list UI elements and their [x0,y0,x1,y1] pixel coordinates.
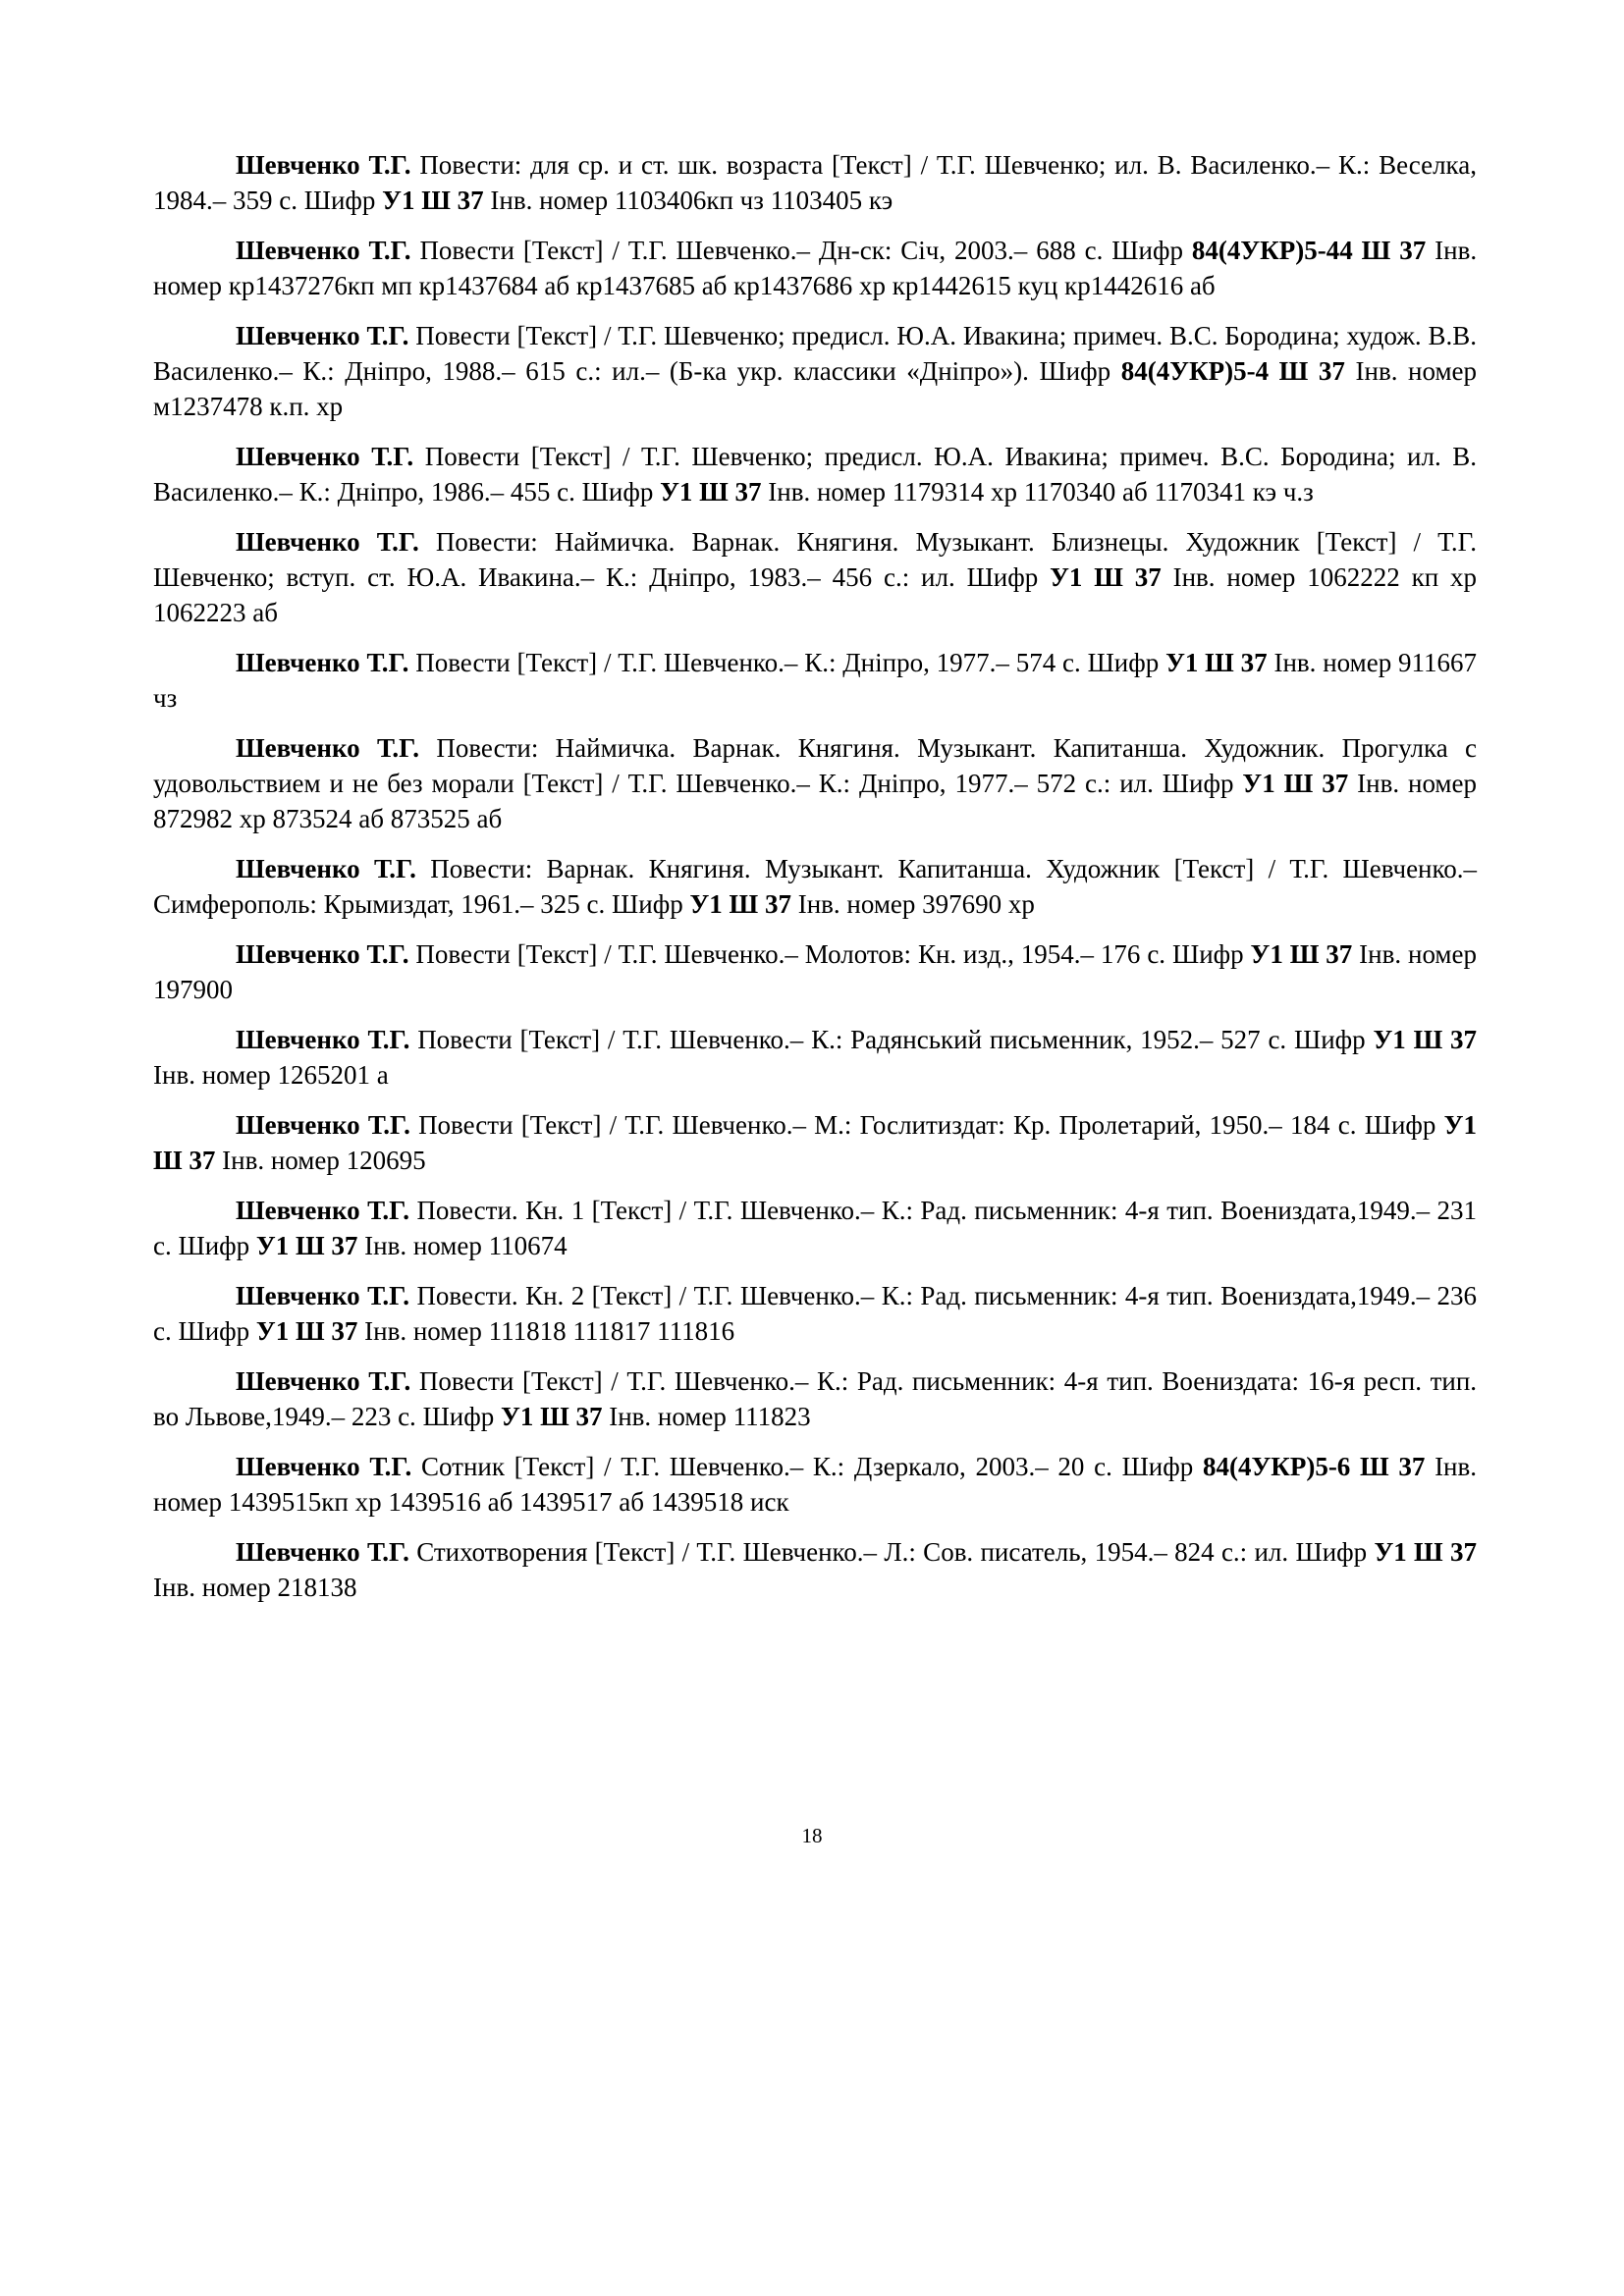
entry-shifr-label: Шифр [1295,1537,1368,1567]
entry-inv: 1439515кп хр 1439516 аб 1439517 аб 1439518 иск [228,1487,789,1517]
entry-inv-label: Інв. номер [1273,648,1392,677]
bibliography-entry [153,233,1477,303]
bibliography-entry [153,318,1477,424]
entry-shifr-label: Шифр [1087,648,1160,677]
entry-description: Повести [Текст] / Т.Г. Шевченко.– М.: Гослитиздат: Кр. Пролетарий, 1950.– 184 с. [418,1110,1357,1140]
entry-shifr-label: Шифр [178,1316,250,1346]
bibliography-entry [153,851,1477,922]
bibliography-list [153,147,1477,1620]
entry-inv: 1062222 кп хр 1062223 аб [153,562,1477,627]
bibliography-entry [153,439,1477,509]
entry-shifr-label: Шифр [1162,769,1234,798]
entry-author: Шевченко Т.Г. [236,150,411,180]
entry-shifr-label: Шифр [1121,1452,1194,1481]
entry-inv: 120695 [346,1146,426,1175]
entry-inv-label: Інв. номер [797,889,916,919]
bibliography-entry [153,936,1477,1007]
entry-author: Шевченко Т.Г. [236,442,414,471]
bibliography-entry [153,730,1477,836]
entry-inv-label: Інв. номер [1357,769,1478,798]
entry-description: Повести [Текст] / Т.Г. Шевченко; предисл. Ю.А. Ивакина; примеч. В.С. Бородина; ил. В. Василенко.– К.: Дніпро, 1986.– 455 с. [153,442,1478,507]
entry-inv: м1237478 к.п. хр [153,392,344,421]
entry-inv-label: Інв. номер [222,1146,340,1175]
entry-inv: 111818 111817 111816 [488,1316,735,1346]
entry-description: Повести. Кн. 1 [Текст] / Т.Г. Шевченко.– К.: Рад. письменник: 4-я тип. Воениздата,1949.– 231 с. [153,1196,1478,1260]
entry-description: Повести [Текст] / Т.Г. Шевченко; предисл. Ю.А. Ивакина; примеч. В.С. Бородина; худож. В.В. Василенко.– К.: Дніпро, 1988.– 615 с.: ил.– (Б-ка укр. классики «Дніпро»). [153,321,1477,386]
entry-description: Повести [Текст] / Т.Г. Шевченко.– К.: Дніпро, 1977.– 574 с. [415,648,1081,677]
entry-shifr-label: Шифр [1171,939,1244,969]
bibliography-entry [153,1363,1477,1434]
bibliography-entry [153,524,1477,630]
entry-author: Шевченко Т.Г. [236,1366,411,1396]
entry-author: Шевченко Т.Г. [236,236,411,265]
entry-description: Повести [Текст] / Т.Г. Шевченко.– К.: Радянський письменник, 1952.– 527 с. [417,1025,1287,1054]
entry-inv-label: Інв. номер [364,1316,482,1346]
entry-shifr: У1 Ш 37 [1373,1025,1478,1054]
entry-inv: 1179314 хр 1170340 аб 1170341 кэ ч.з [892,477,1314,507]
bibliography-entry [153,645,1477,716]
bibliography-entry [153,1107,1477,1178]
bibliography-entry [153,1278,1477,1349]
entry-author: Шевченко Т.Г. [236,321,409,350]
entry-shifr: У1 Ш 37 [1050,562,1162,592]
entry-inv: 911667 чз [153,648,1478,713]
entry-shifr: У1 Ш 37 [1250,939,1353,969]
entry-inv: 111823 [732,1402,811,1431]
entry-shifr: 84(4УКР)5-4 Ш 37 [1120,356,1345,386]
page-number: 18 [801,1824,823,1847]
entry-author: Шевченко Т.Г. [236,527,419,557]
entry-description: Повести: Наймичка. Варнак. Княгиня. Музыкант. Близнецы. Художник [Текст] / Т.Г. Шевченко; вступ. ст. Ю.А. Ивакина.– К.: Дніпро, 1983.– 456 с.: ил. [153,527,1477,592]
entry-author: Шевченко Т.Г. [236,1452,412,1481]
entry-shifr-label: Шифр [1293,1025,1366,1054]
entry-inv-label: Інв. номер [490,186,609,215]
entry-inv: 218138 [277,1573,357,1602]
entry-shifr: У1 Ш 37 [153,1110,1477,1175]
entry-description: Повести [Текст] / Т.Г. Шевченко.– Молотов: Кн. изд., 1954.– 176 с. [415,939,1166,969]
bibliography-entry [153,1193,1477,1263]
entry-shifr-label: Шифр [581,477,654,507]
entry-inv-label: Інв. номер [1359,939,1478,969]
entry-description: Повести: для ср. и ст. шк. возраста [Текст] / Т.Г. Шевченко; ил. В. Василенко.– К.: Веселка, 1984.– 359 с. [153,150,1477,215]
entry-shifr: У1 Ш 37 [1165,648,1268,677]
entry-inv: 1265201 а [277,1060,389,1090]
entry-shifr: У1 Ш 37 [660,477,762,507]
entry-shifr-label: Шифр [422,1402,495,1431]
entry-shifr: У1 Ш 37 [255,1316,358,1346]
entry-author: Шевченко Т.Г. [236,1196,410,1225]
entry-shifr: У1 Ш 37 [501,1402,603,1431]
entry-inv-label: Інв. номер [153,236,1478,300]
entry-shifr-label: Шифр [178,1231,250,1260]
entry-description: Сотник [Текст] / Т.Г. Шевченко.– К.: Дзеркало, 2003.– 20 с. [421,1452,1112,1481]
entry-shifr: У1 Ш 37 [1374,1537,1477,1567]
entry-description: Повести [Текст] / Т.Г. Шевченко.– К.: Рад. письменник: 4-я тип. Воениздата: 16-я респ. тип. во Львове,1949.– 223 с. [153,1366,1478,1431]
entry-inv: 110674 [488,1231,568,1260]
bibliography-entry [153,1022,1477,1093]
entry-inv-label: Інв. номер [1172,562,1296,592]
entry-shifr: У1 Ш 37 [1242,769,1349,798]
entry-inv-label: Інв. номер [153,1452,1478,1517]
entry-inv-label: Інв. номер [364,1231,482,1260]
entry-shifr-label: Шифр [1111,236,1183,265]
entry-author: Шевченко Т.Г. [236,1025,410,1054]
entry-shifr-label: Шифр [612,889,683,919]
entry-description: Повести: Варнак. Княгиня. Музыкант. Капитанша. Художник [Текст] / Т.Г. Шевченко.– Симферополь: Крымиздат, 1961.– 325 с. [153,854,1478,919]
entry-inv: кр1437276кп мп кр1437684 аб кр1437685 аб кр1437686 хр кр1442615 куц кр1442616 аб [228,271,1216,300]
entry-description: Повести [Текст] / Т.Г. Шевченко.– Дн-ск: Січ, 2003.– 688 с. [419,236,1104,265]
entry-author: Шевченко Т.Г. [236,733,419,763]
entry-description: Повести: Наймичка. Варнак. Княгиня. Музыкант. Капитанша. Художник. Прогулка с удовольствием и не без морали [Текст] / Т.Г. Шевченко.– К.: Дніпро, 1977.– 572 с.: ил. [153,733,1478,798]
entry-inv-label: Інв. номер [153,1060,271,1090]
entry-inv: 1103406кп чз 1103405 кэ [614,186,893,215]
entry-shifr-label: Шифр [303,186,376,215]
entry-shifr-label: Шифр [1039,356,1111,386]
bibliography-entry [153,1449,1477,1520]
entry-inv-label: Інв. номер [153,1573,271,1602]
entry-shifr-label: Шифр [1364,1110,1436,1140]
entry-author: Шевченко Т.Г. [236,1110,410,1140]
entry-author: Шевченко Т.Г. [236,1281,410,1310]
bibliography-entry [153,147,1477,218]
entry-shifr-label: Шифр [966,562,1039,592]
bibliography-entry [153,1534,1477,1605]
entry-description: Повести. Кн. 2 [Текст] / Т.Г. Шевченко.– К.: Рад. письменник: 4-я тип. Воениздата,1949.– 236 с. [153,1281,1478,1346]
entry-inv: 197900 [153,975,233,1004]
entry-shifr: У1 Ш 37 [255,1231,358,1260]
entry-inv-label: Інв. номер [609,1402,727,1431]
entry-inv: 872982 хр 873524 аб 873525 аб [153,804,503,833]
entry-author: Шевченко Т.Г. [236,939,409,969]
entry-shifr: 84(4УКР)5-44 Ш 37 [1191,236,1427,265]
entry-author: Шевченко Т.Г. [236,648,409,677]
entry-author: Шевченко Т.Г. [236,1537,409,1567]
entry-inv-label: Інв. номер [1355,356,1478,386]
entry-shifr: 84(4УКР)5-6 Ш 37 [1202,1452,1426,1481]
entry-inv: 397690 хр [922,889,1035,919]
entry-inv-label: Інв. номер [768,477,886,507]
entry-description: Стихотворения [Текст] / Т.Г. Шевченко.– Л.: Сов. писатель, 1954.– 824 с.: ил. [416,1537,1289,1567]
entry-shifr: У1 Ш 37 [382,186,484,215]
entry-author: Шевченко Т.Г. [236,854,416,883]
entry-shifr: У1 Ш 37 [689,889,791,919]
